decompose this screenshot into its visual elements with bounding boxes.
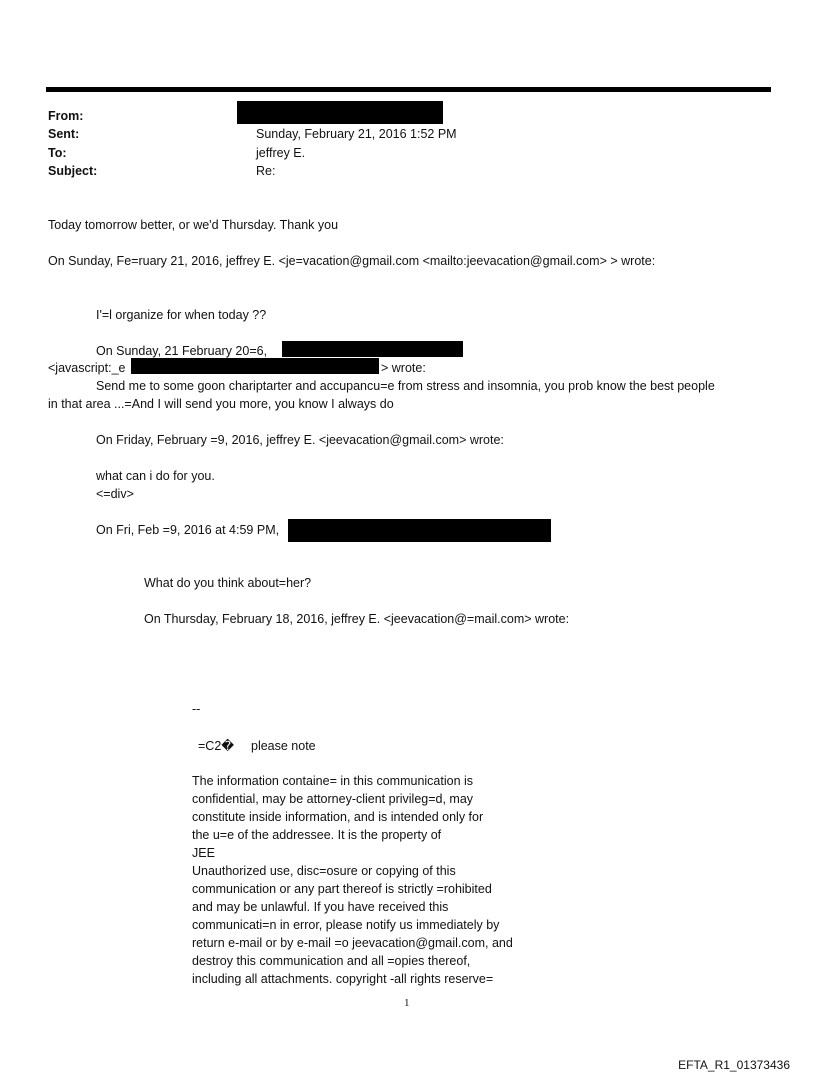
subject-value: Re: <box>256 164 276 178</box>
disclaimer-line: return e-mail or by e-mail =o jeevacation@gmail.com, and <box>192 936 513 950</box>
page-number: 1 <box>404 997 410 1009</box>
sent-label: Sent: <box>48 127 80 141</box>
quote-line-think: What do you think about=her? <box>144 576 312 590</box>
quote-header-2: On Sunday, 21 February 20=6, <box>96 344 268 358</box>
to-value: jeffrey E. <box>256 146 306 160</box>
quote-header-3: On Friday, February =9, 2016, jeffrey E. <jeevacation@gmail.com> wrote: <box>96 433 504 447</box>
disclaimer-line: confidential, may be attorney-client privileg=d, may <box>192 792 474 806</box>
sent-value: Sunday, February 21, 2016 1:52 PM <box>256 127 457 141</box>
quote-line-request: Send me to some goon charіptarter and accupancu=e from stress and insomnia, you prob know the best people <box>96 379 715 393</box>
redaction-from <box>237 101 443 124</box>
note-prefix: =C2� <box>198 739 235 753</box>
quote-header-2-cont: <javascript:_e <box>48 361 126 375</box>
to-label: To: <box>48 146 67 160</box>
quote-header-2-wrote: > wrote: <box>381 361 426 375</box>
quote-header-1: On Sunday, Fe=ruary 21, 2016, jeffrey E. <je=vacation@gmail.com <mailto:jeevacation@gmail.com> > wrote: <box>48 254 656 268</box>
body-line-reply: Today tomorrow better, or we'd Thursday. Thank you <box>48 218 339 232</box>
quote-line-organize: I'=l organize for when today ?? <box>96 308 267 322</box>
quote-line-what: what can i do for you. <box>96 469 215 483</box>
signature-dashes: -- <box>192 702 201 716</box>
document-id: EFTA_R1_01373436 <box>678 1058 790 1072</box>
disclaimer-line: The information containe= in this communication is <box>192 774 474 788</box>
quote-line-request-cont: in that area ...=And I will send you more, you know I always do <box>48 397 394 411</box>
note-text: please note <box>251 739 316 753</box>
disclaimer-line: and may be unlawful. If you have received this <box>192 900 449 914</box>
quote-header-4: On Fri, Feb =9, 2016 at 4:59 PM, <box>96 523 280 537</box>
disclaimer-line: communication or any part thereof is strictly =rohibited <box>192 882 492 896</box>
from-label: From: <box>48 109 84 123</box>
quote-line-div: <=div> <box>96 487 134 501</box>
disclaimer-line: destroy this communication and all =opies thereof, <box>192 954 471 968</box>
disclaimer-line: including all attachments. copyright -all rights reserve= <box>192 972 494 986</box>
quote-header-5: On Thursday, February 18, 2016, jeffrey E. <jeevacation@=mail.com> wrote: <box>144 612 570 626</box>
disclaimer-line: Unauthorized use, disc=osure or copying of this <box>192 864 456 878</box>
redaction-sender-3 <box>288 519 551 542</box>
header-rule <box>46 87 771 92</box>
redaction-sender-1 <box>282 341 463 357</box>
disclaimer-line: the u=e of the addressee. It is the property of <box>192 828 442 842</box>
disclaimer-line: constitute inside information, and is intended only for <box>192 810 484 824</box>
disclaimer-line: communicati=n in error, please notify us immediately by <box>192 918 500 932</box>
subject-label: Subject: <box>48 164 98 178</box>
disclaimer-line: JEE <box>192 846 215 860</box>
redaction-sender-2 <box>131 358 379 374</box>
